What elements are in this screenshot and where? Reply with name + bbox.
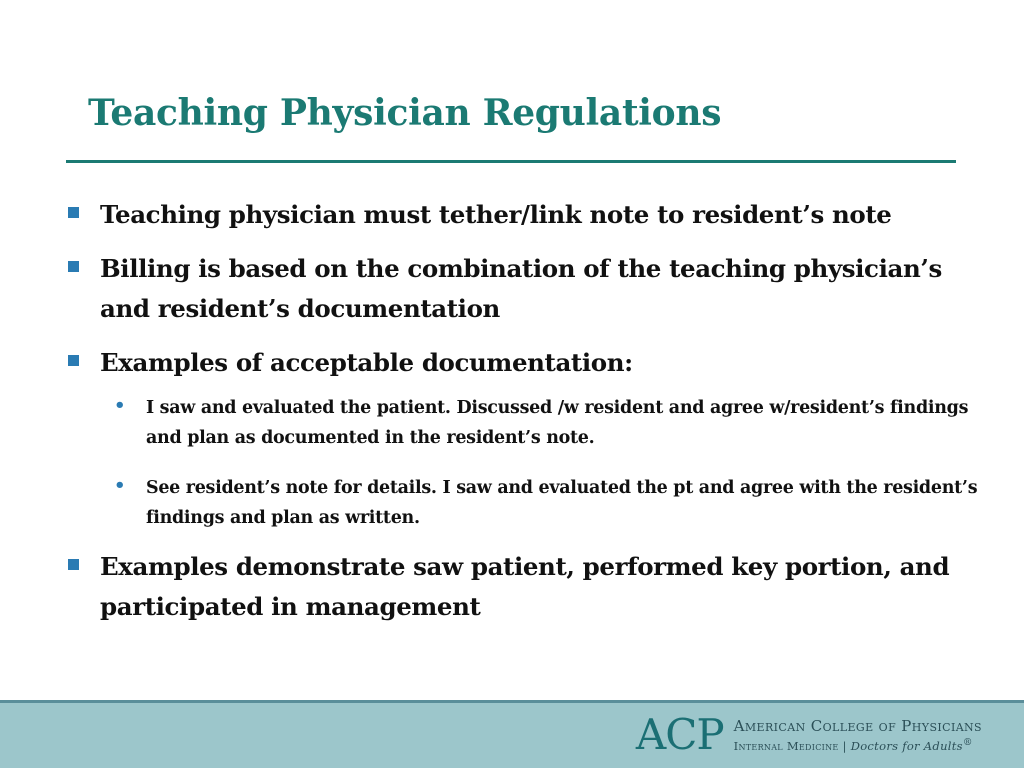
acp-logo bbox=[636, 711, 982, 759]
sub-bullet-list bbox=[100, 393, 980, 533]
logo-separator: | bbox=[842, 738, 847, 753]
bullet-item bbox=[60, 343, 980, 533]
bullet-item bbox=[60, 195, 980, 235]
registered-mark: ® bbox=[962, 736, 973, 748]
bullet-list bbox=[60, 195, 980, 627]
title-divider bbox=[66, 160, 956, 163]
logo-mark: ACP bbox=[635, 710, 724, 759]
sub-bullet-item bbox=[100, 393, 980, 453]
logo-text bbox=[734, 717, 982, 754]
square-bullet-icon bbox=[68, 261, 79, 272]
bullet-text: Teaching physician must tether/link note to resident’s note bbox=[100, 200, 892, 229]
logo-specialty: Internal Medicine bbox=[733, 738, 839, 753]
square-bullet-icon bbox=[68, 559, 79, 570]
bullet-text: Examples of acceptable documentation: bbox=[100, 348, 633, 377]
logo-organization: American College of Physicians bbox=[733, 716, 982, 735]
bullet-item bbox=[60, 249, 980, 329]
sub-bullet-text: I saw and evaluated the patient. Discussed /w resident and agree w/resident’s findings and plan as documented in the resident’s note. bbox=[146, 398, 969, 448]
sub-bullet-item bbox=[100, 473, 980, 533]
slide-title: Teaching Physician Regulations bbox=[88, 92, 722, 134]
dot-bullet-icon: • bbox=[114, 395, 126, 416]
sub-bullet-text: See resident’s note for details. I saw and evaluated the pt and agree with the resident’s findings and plan as written. bbox=[146, 478, 978, 528]
logo-subtitle bbox=[734, 735, 982, 754]
bullet-text: Examples demonstrate saw patient, performed key portion, and participated in management bbox=[100, 552, 950, 621]
square-bullet-icon bbox=[68, 207, 79, 218]
bullet-item bbox=[60, 547, 980, 627]
bullet-text: Billing is based on the combination of the teaching physician’s and resident’s documentation bbox=[100, 254, 942, 323]
dot-bullet-icon: • bbox=[114, 475, 126, 496]
footer-band bbox=[0, 700, 1024, 768]
square-bullet-icon bbox=[68, 355, 79, 366]
logo-tagline: Doctors for Adults bbox=[850, 738, 963, 753]
